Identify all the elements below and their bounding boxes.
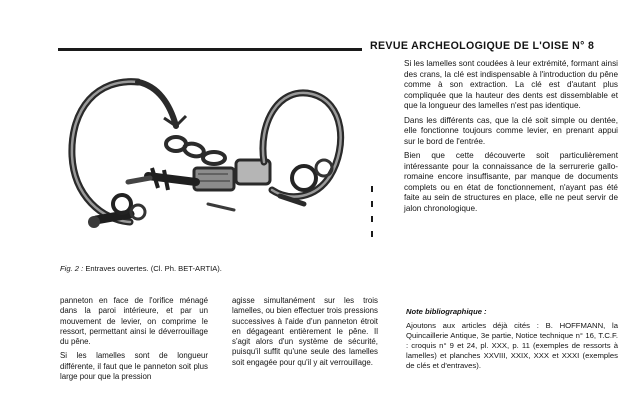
bottom-left-column: [60, 296, 208, 382]
shackles-photo: [58, 64, 358, 260]
paragraph: Bien que cette découverte soit particulièrement intéressante pour la connaissance de la serrurerie gallo-romaine encore insuffisante, par manque de documents complets ou en état de fonctionnement, n'ayant pas été faite au sein de structures en place, elle ne peut servir de jalon chronologique.: [404, 151, 618, 213]
bibliography-heading: Note bibliographique :: [406, 307, 487, 316]
journal-title: REVUE ARCHEOLOGIQUE DE L'OISE N° 8: [370, 40, 595, 52]
bibliography-text: Ajoutons aux articles déjà cités : B. HOFFMANN, la Quincaillerie Antique, 3e partie, Notice technique n° 16, T.C.F. : croquis n° 9 et 24, pl. XXX, p. 11 (exemples de ressorts à lamelles) et planches XXVIII, XXIX, XXX et XXXI (exemples de clés et d'entraves).: [406, 321, 618, 370]
margin-mark: [371, 231, 373, 237]
right-column: [404, 59, 618, 214]
paragraph: agisse simultanément sur les trois lamelles, ou bien effectuer trois pressions successives à l'aide d'un panneton étroit en dégageant entièrement le pêne. Il s'agit alors d'un système de sécurité, puisqu'il suffit qu'une seule des lamelles soit engagée pour qu'il y ait verrouillage.: [232, 296, 378, 367]
margin-marks: [371, 186, 377, 246]
margin-mark: [371, 201, 373, 207]
figure-caption-text: Entraves ouvertes. (Cl. Ph. BET-ARTIA).: [83, 264, 222, 273]
figure-caption-label: Fig. 2 :: [60, 264, 84, 273]
paragraph: Dans les différents cas, que la clé soit simple ou dentée, elle fonctionne toujours comme levier, en prenant appui sur le bord de l'entrée.: [404, 115, 618, 146]
paragraph: Si les lamelles sont coudées à leur extrémité, formant ainsi des crans, la clé est indispensable à l'introduction du pêne comme à son extraction. La clé est d'autant plus compliquée que la hauteur des dents est dissemblable et que la longueur des lamelles n'est pas identique.: [404, 59, 618, 110]
top-rule: [58, 48, 362, 51]
margin-mark: [371, 216, 373, 222]
paragraph: panneton en face de l'orifice ménagé dans la paroi intérieure, et par un mouvement de levier, on comprime le ressort, permettant ainsi le déverrouillage du pêne.: [60, 296, 208, 346]
figure-caption: [60, 264, 360, 273]
margin-mark: [371, 186, 373, 192]
bibliography: [406, 307, 618, 371]
bottom-middle-column: [232, 296, 378, 368]
paragraph: Si les lamelles sont de longueur différente, il faut que le panneton soit plus large pour que la pression: [60, 351, 208, 381]
